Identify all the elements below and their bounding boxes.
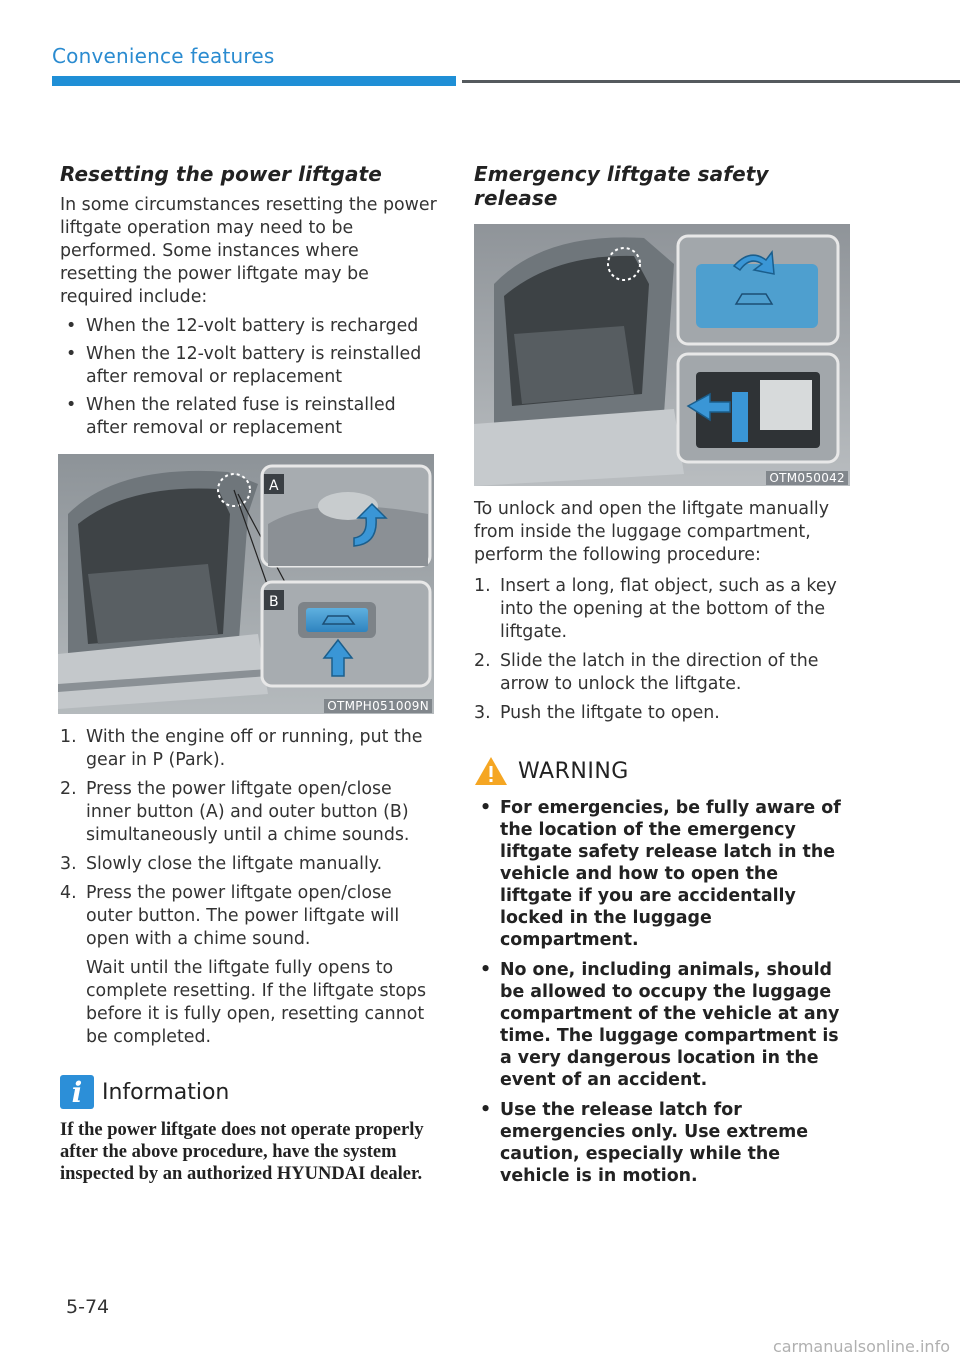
section-title-reset: Resetting the power liftgate [60, 162, 382, 186]
step-note: Wait until the liftgate fully opens to complete resetting. If the liftgate stops before it is fully open, resetting cannot be completed. [86, 958, 427, 1047]
step-number: 1. [60, 727, 77, 747]
list-item [60, 882, 440, 1049]
page-number: 5-74 [66, 1296, 110, 1318]
header-accent-bar [52, 76, 456, 86]
warning-icon [474, 755, 508, 787]
warning-label: WARNING [518, 758, 629, 784]
information-label: Information [102, 1079, 230, 1105]
emergency-release-figure [474, 224, 850, 486]
section-title-emergency: Emergency liftgate safety release [474, 162, 769, 210]
step-text: With the engine off or running, put the gear in P (Park). [86, 727, 423, 770]
list-item: • Use the release latch for emergencies only. Use extreme caution, especially while the vehicle is in motion. [474, 1099, 850, 1187]
step-number: 2. [60, 779, 77, 799]
list-item: • No one, including animals, should be allowed to occupy the luggage compartment of the vehicle at any time. The luggage compartment is a very dangerous location in the event of an accident. [474, 959, 850, 1091]
inset-label-a: A [269, 478, 279, 494]
information-heading [60, 1075, 440, 1109]
inset-label-b: B [269, 594, 279, 610]
figure-code: OTM050042 [766, 471, 848, 485]
emergency-release-illustration [474, 224, 850, 486]
information-text: If the power liftgate does not operate properly after the above procedure, have the system inspected by an authorized HYUNDAI dealer. [60, 1120, 424, 1184]
list-item [474, 650, 850, 696]
list-item [60, 778, 440, 847]
step-text: Slide the latch in the direction of the arrow to unlock the liftgate. [500, 651, 819, 694]
list-item: • For emergencies, be fully aware of the location of the emergency liftgate safety release latch in the vehicle and how to open the liftgate if you are accidentally locked in the luggage compartment. [474, 797, 850, 951]
figure-code: OTMPH051009N [324, 699, 432, 713]
step-number: 2. [474, 651, 491, 671]
warning-list [474, 797, 850, 1187]
list-item [474, 575, 850, 644]
step-text: Press the power liftgate open/close outer button. The power liftgate will open with a chime sound. [86, 883, 400, 949]
watermark: carmanualsonline.info [772, 1337, 950, 1356]
list-item [60, 726, 440, 772]
step-number: 3. [474, 703, 491, 723]
step-number: 4. [60, 883, 77, 903]
reset-intro: In some circumstances resetting the power liftgate operation may need to be performed. Some instances where resetting the power liftgate may be required include: [60, 195, 437, 307]
emergency-intro: To unlock and open the liftgate manually from inside the luggage compartment, perform the following procedure: [474, 499, 830, 565]
step-text: Insert a long, flat object, such as a key into the opening at the bottom of the liftgate. [500, 576, 837, 642]
header-divider [462, 80, 960, 83]
info-icon: i [60, 1075, 94, 1109]
step-text: Push the liftgate to open. [500, 703, 720, 723]
list-item: • When the 12-volt battery is recharged [60, 315, 440, 338]
warning-heading [474, 755, 850, 787]
list-item [474, 702, 850, 725]
list-item: • When the related fuse is reinstalled after removal or replacement [60, 394, 440, 440]
right-column [474, 162, 850, 1195]
step-text: Slowly close the liftgate manually. [86, 854, 383, 874]
liftgate-reset-figure [58, 454, 434, 714]
reset-steps [60, 726, 440, 1049]
reset-bullets [60, 315, 440, 440]
left-column [60, 162, 440, 1185]
list-item [60, 853, 440, 876]
step-number: 1. [474, 576, 491, 596]
step-text: Press the power liftgate open/close inner button (A) and outer button (B) simultaneously until a chime sounds. [86, 779, 410, 845]
step-number: 3. [60, 854, 77, 874]
emergency-steps [474, 575, 850, 725]
liftgate-reset-illustration [58, 454, 434, 714]
header-section-title: Convenience features [52, 44, 275, 68]
list-item: • When the 12-volt battery is reinstalled after removal or replacement [60, 343, 440, 389]
